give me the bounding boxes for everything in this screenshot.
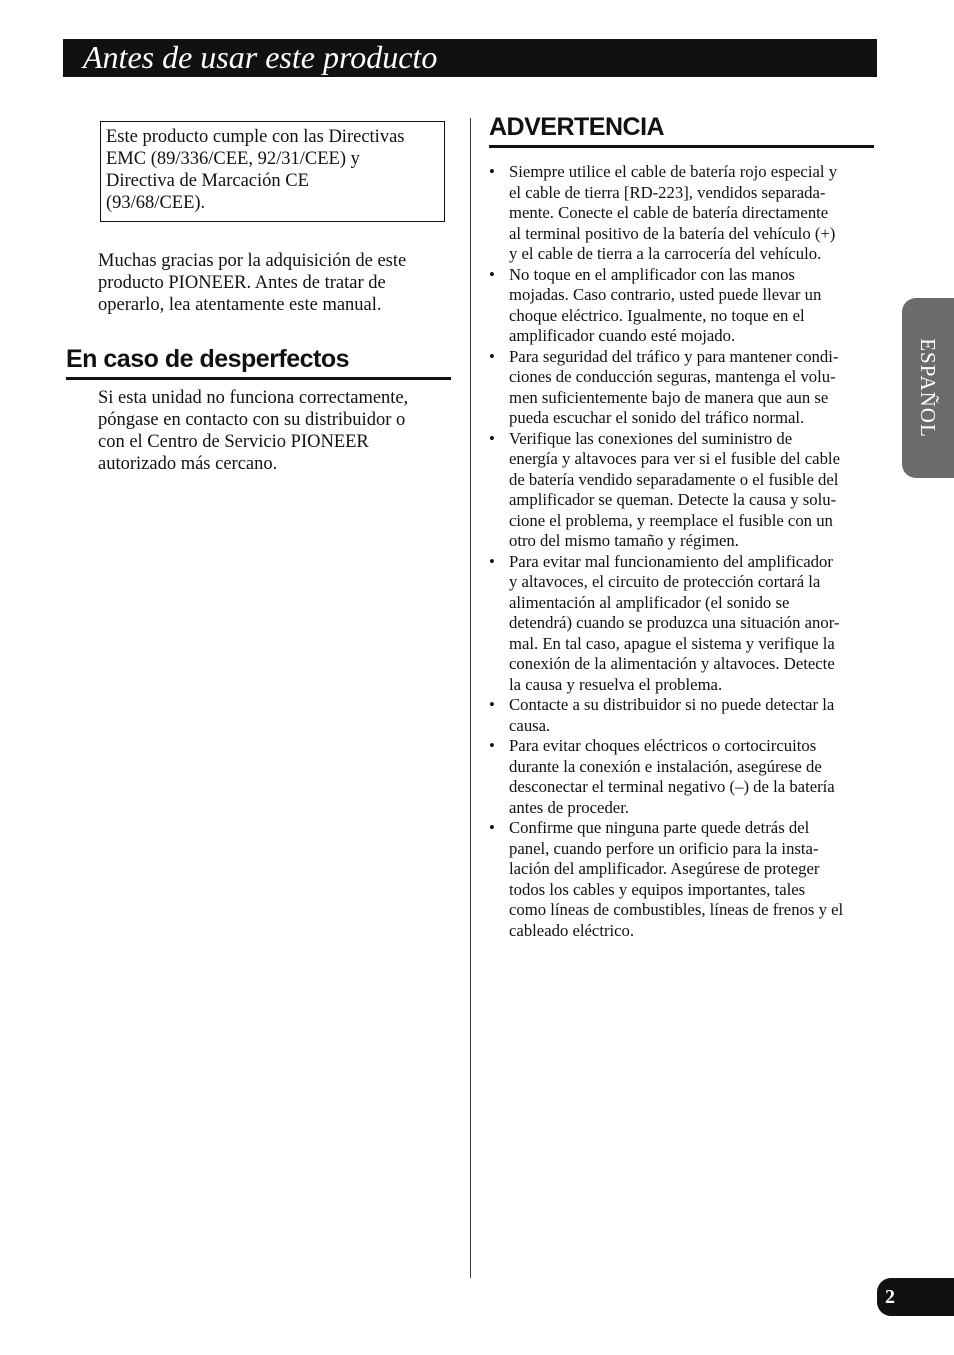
warning-item — [489, 347, 877, 429]
warning-line: choque eléctrico. Igualmente, no toque en el — [509, 305, 805, 325]
warning-line: pueda escuchar el sonido del tráfico normal. — [509, 408, 805, 427]
page-number-tab — [877, 1278, 954, 1316]
language-tab — [902, 298, 954, 478]
malfunction-line: autorizado más cercano. — [98, 454, 278, 474]
warning-item — [489, 429, 877, 552]
warning-line: conexión de la alimentación y altavoces. Detecte — [509, 654, 835, 673]
warning-line: desconectar el terminal negativo (–) de la batería — [509, 777, 835, 796]
warning-item — [489, 552, 877, 696]
page-number: 2 — [885, 1286, 895, 1308]
bullet-icon: • — [489, 264, 495, 284]
intro-line: Muchas gracias por la adquisición de este — [98, 251, 407, 271]
warning-line: Siempre utilice el cable de batería rojo especial y — [509, 162, 838, 181]
bullet-icon: • — [489, 346, 495, 366]
notice-line: (93/68/CEE). — [106, 193, 206, 213]
compliance-notice-box — [100, 121, 445, 222]
warning-line: Para evitar mal funcionamiento del amplificador — [509, 551, 833, 571]
warning-item — [489, 736, 877, 818]
bullet-icon: • — [489, 162, 495, 181]
warning-line: men suficientemente bajo de manera que aun se — [509, 387, 829, 407]
warning-line: lación del amplificador. Asegúrese de proteger — [509, 859, 820, 878]
warning-line: cione el problema, y reemplace el fusible con un — [509, 510, 833, 530]
warning-line: mente. Conecte el cable de batería directamente — [509, 203, 829, 222]
warning-line: al terminal positivo de la batería del vehículo (+) — [509, 223, 836, 243]
bullet-icon: • — [489, 551, 495, 571]
warning-line: durante la conexión e instalación, asegúrese de — [509, 756, 822, 776]
warning-line: No toque en el amplificador con las manos — [509, 264, 795, 284]
warning-line: Confirme que ninguna parte quede detrás del — [509, 818, 810, 837]
warning-list — [489, 162, 877, 941]
page-title: Antes de usar este producto — [83, 39, 438, 75]
warning-line: y el cable de tierra a la carrocería del vehículo. — [509, 244, 822, 263]
warning-item — [489, 162, 877, 265]
intro-line: producto PIONEER. Antes de tratar de — [98, 273, 386, 293]
warning-line: todos los cables y equipos importantes, tales — [509, 879, 806, 899]
warning-line: de batería vendido separadamente o el fusible del — [509, 469, 839, 489]
warning-line: energía y altavoces para ver si el fusible del cable — [509, 449, 840, 468]
notice-line: Este producto cumple con las Directivas — [106, 127, 405, 147]
intro-line: operarlo, lea atentamente este manual. — [98, 295, 382, 315]
bullet-icon: • — [489, 428, 495, 448]
warning-line: amplificador cuando esté mojado. — [509, 326, 736, 345]
column-divider — [470, 118, 471, 1278]
bullet-icon: • — [489, 695, 495, 714]
warning-line: detendrá) cuando se produzca una situación anor- — [509, 613, 840, 632]
warning-line: otro del mismo tamaño y régimen. — [509, 531, 739, 550]
warning-line: ciones de conducción seguras, mantenga el volu- — [509, 367, 836, 386]
warning-item — [489, 695, 877, 736]
malfunction-heading: En caso de desperfectos — [66, 345, 350, 373]
warning-line: antes de proceder. — [509, 797, 629, 817]
bullet-icon: • — [489, 818, 495, 837]
heading-rule — [489, 145, 874, 148]
malfunction-line: póngase en contacto con su distribuidor o — [98, 410, 406, 430]
header-bar — [63, 39, 877, 77]
warning-line: la causa y resuelva el problema. — [509, 674, 723, 694]
heading-rule — [66, 377, 451, 380]
warning-line: mojadas. Caso contrario, usted puede llevar un — [509, 285, 822, 304]
malfunction-line: Si esta unidad no funciona correctamente, — [98, 388, 409, 408]
warning-line: panel, cuando perfore un orificio para la insta- — [509, 838, 819, 858]
warning-line: Para seguridad del tráfico y para mantener condi- — [509, 346, 839, 366]
warning-line: Para evitar choques eléctricos o cortocircuitos — [509, 736, 817, 755]
bullet-icon: • — [489, 736, 495, 755]
warning-line: Verifique las conexiones del suministro de — [509, 428, 793, 448]
notice-line: EMC (89/336/CEE, 92/31/CEE) y — [106, 149, 360, 169]
warning-line: amplificador se queman. Detecte la causa y solu- — [509, 490, 837, 509]
warning-line: causa. — [509, 715, 551, 735]
warning-heading: ADVERTENCIA — [489, 113, 665, 141]
warning-line: como líneas de combustibles, líneas de frenos y el — [509, 900, 844, 919]
warning-line: cableado eléctrico. — [509, 920, 635, 940]
malfunction-paragraph — [98, 387, 408, 475]
intro-paragraph — [98, 250, 406, 316]
warning-line: el cable de tierra [RD-223], vendidos separada- — [509, 182, 826, 202]
warning-line: Contacte a su distribuidor si no puede detectar la — [509, 695, 835, 714]
language-label: ESPAÑOL — [916, 338, 940, 438]
malfunction-line: con el Centro de Servicio PIONEER — [98, 432, 369, 452]
warning-line: y altavoces, el circuito de protección cortará la — [509, 572, 821, 591]
warning-item — [489, 818, 877, 941]
warning-line: mal. En tal caso, apague el sistema y verifique la — [509, 633, 835, 653]
notice-line: Directiva de Marcación CE — [106, 171, 309, 191]
warning-item — [489, 265, 877, 347]
warning-line: alimentación al amplificador (el sonido se — [509, 592, 790, 612]
